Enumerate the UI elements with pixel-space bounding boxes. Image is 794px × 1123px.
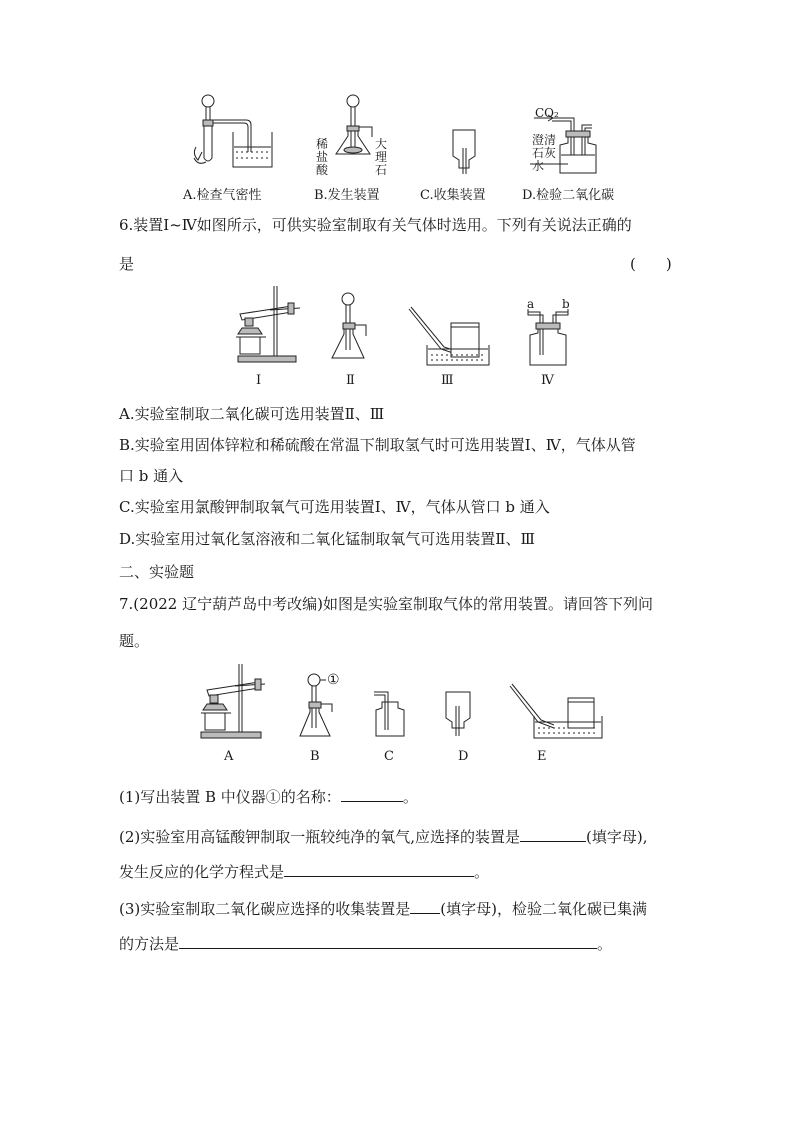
q7-label-a: A xyxy=(224,749,234,764)
apparatus-i-heating xyxy=(230,282,310,364)
q6-stem-line1: 6.装置Ⅰ~Ⅳ如图所示，可供实验室制取有关气体时选用。下列有关说法正确的 xyxy=(119,216,632,234)
q5-caption-c: C.收集装置 xyxy=(420,188,486,203)
q7-stem-line2: 题。 xyxy=(119,632,150,650)
q5-caption-d: D.检验二氧化碳 xyxy=(522,188,615,203)
q7-sub3-line2-prefix: 的方法是 xyxy=(119,935,180,953)
d-limewater-label: 澄清 石灰 水 xyxy=(532,133,557,173)
q7-sub2-line2-suffix: 。 xyxy=(474,863,490,881)
b-instrument-marker: ① xyxy=(327,672,340,688)
q7-sub1-prefix: (1)写出装置 B 中仪器①的名称： xyxy=(119,788,341,806)
b-marble-label: 大 理 石 xyxy=(375,137,388,177)
b-acid-label: 稀 盐 酸 xyxy=(316,137,329,177)
q7-sub1 xyxy=(119,787,418,807)
q6-option-a: A.实验室制取二氧化碳可选用装置Ⅱ、Ⅲ xyxy=(119,405,385,423)
q7-label-c: C xyxy=(384,749,394,764)
q5-caption-a: A.检查气密性 xyxy=(183,188,262,203)
q7-sub2-line2-prefix: 发生反应的化学方程式是 xyxy=(119,863,285,881)
q6-stem-line2: 是 xyxy=(119,255,135,273)
q7-sub3-line2 xyxy=(119,934,612,954)
q7-sub3-device-blank[interactable] xyxy=(410,899,440,914)
q7-sub2-line2 xyxy=(119,862,489,882)
q7-sub2-prefix: (2)实验室用高锰酸钾制取一瓶较纯净的氧气,应选择的装置是 xyxy=(119,828,521,846)
apparatus-c-upright-bottle xyxy=(372,690,412,740)
q7-label-b: B xyxy=(310,749,320,764)
q7-sub3-line1 xyxy=(119,899,647,919)
iv-tube-b-label: b xyxy=(562,297,570,311)
q6-answer-paren: ( ) xyxy=(630,255,672,273)
apparatus-ii-flask xyxy=(330,290,380,365)
q5-caption-b: B.发生装置 xyxy=(314,188,380,203)
q6-option-b-line1: B.实验室用固体锌粒和稀硫酸在常温下制取氢气时可选用装置Ⅰ、Ⅳ，气体从管 xyxy=(119,436,636,454)
q7-label-d: D xyxy=(458,749,469,764)
apparatus-c-collection xyxy=(445,128,485,178)
q6-option-b-line2: 口 b 通入 xyxy=(119,467,184,485)
q7-stem-line1: 7.(2022 辽宁葫芦岛中考改编)如图是实验室制取气体的常用装置。请回答下列问 xyxy=(119,595,653,613)
q7-label-e: E xyxy=(537,749,547,764)
q7-sub2-suffix: (填字母), xyxy=(586,828,648,846)
d-co2-label: CO₂ xyxy=(535,106,559,120)
iv-tube-a-label: a xyxy=(527,297,535,311)
q7-sub3-line2-suffix: 。 xyxy=(597,935,613,953)
q7-sub2-equation-blank[interactable] xyxy=(284,862,474,877)
q6-label-iv: Ⅳ xyxy=(541,373,554,388)
apparatus-a-heating xyxy=(195,662,275,740)
apparatus-iv-gas-bottle xyxy=(520,307,580,367)
q7-sub2-line1 xyxy=(119,827,648,847)
q6-label-ii: Ⅱ xyxy=(346,373,355,388)
q7-sub1-answer-blank[interactable] xyxy=(341,787,403,802)
q6-label-i: Ⅰ xyxy=(256,373,262,388)
q7-sub2-device-blank[interactable] xyxy=(520,827,586,842)
q6-option-d: D.实验室用过氧化氢溶液和二氧化锰制取氧气可选用装置Ⅱ、Ⅲ xyxy=(119,530,535,548)
q7-sub3-prefix: (3)实验室制取二氧化碳应选择的收集装置是 xyxy=(119,900,411,918)
apparatus-iii-trough xyxy=(405,305,495,367)
q7-sub1-suffix: 。 xyxy=(402,788,418,806)
q6-option-c: C.实验室用氯酸钾制取氧气可选用装置Ⅰ、Ⅳ，气体从管口 b 通入 xyxy=(119,498,550,516)
q7-sub3-method-blank[interactable] xyxy=(179,934,597,949)
q6-label-iii: Ⅲ xyxy=(441,373,454,388)
apparatus-a-airtightness-check xyxy=(188,92,278,172)
section-heading: 二、实验题 xyxy=(119,563,195,581)
apparatus-d-inverted-bottle xyxy=(442,690,482,740)
apparatus-e-trough xyxy=(508,682,608,742)
q7-sub3-suffix: (填字母)，检验二氧化碳已集满 xyxy=(440,900,647,918)
